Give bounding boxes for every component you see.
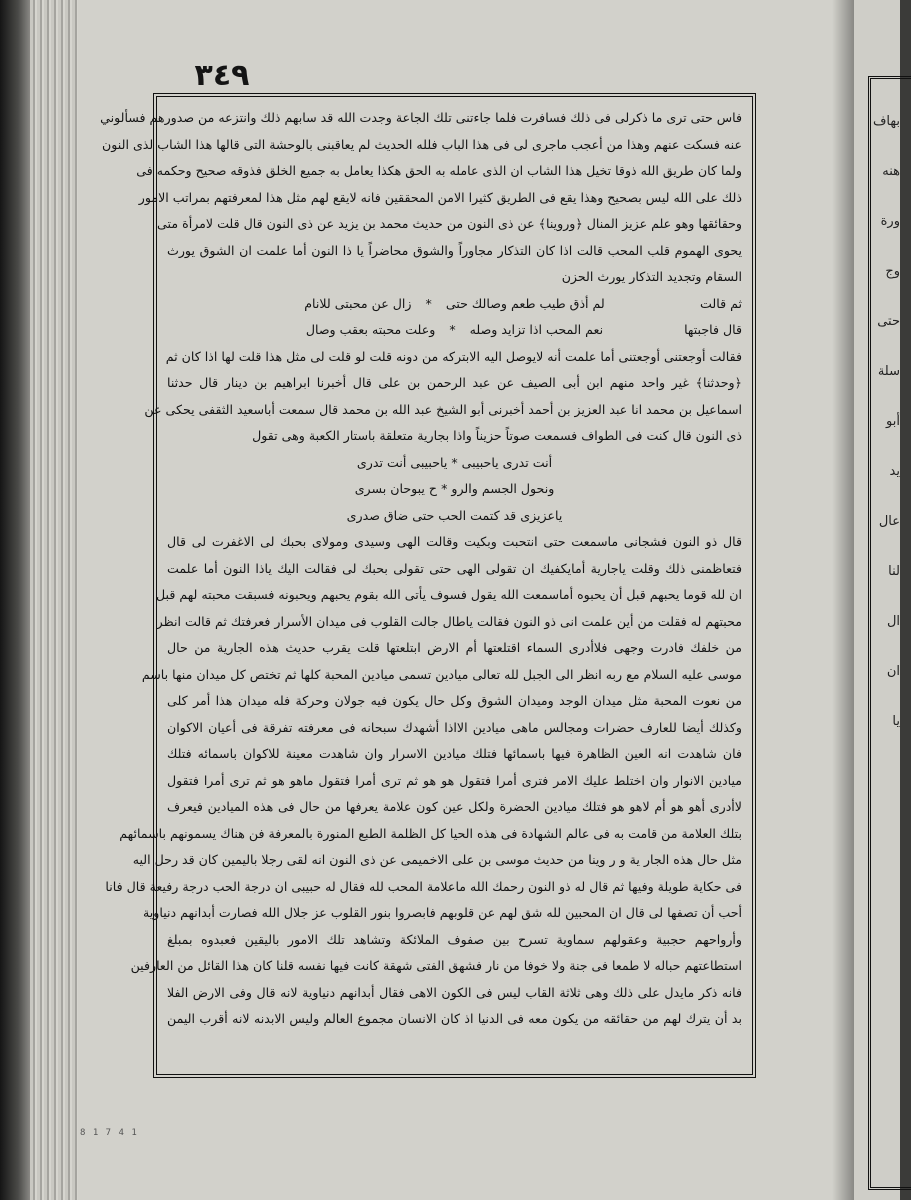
text-line: من نعوت المحبة مثل ميدان الوجد وميدان الشوق وكل حال يكون فيه جولان وحركة فله ميدان هذا أمر كلى (167, 693, 742, 708)
library-stamp: 8 1 7 4 1 (80, 1128, 138, 1138)
fragment: ورة (880, 214, 900, 229)
text-line: ﴿وحدثنا﴾ غير واحد منهم ابن أبى الصيف عن عبد الرحمن بن على قال أخبرنا ابراهيم بن دينار قال حدثنا (167, 375, 742, 390)
hemistich: لم أذق طيب طعم وصالك حتى (445, 295, 605, 311)
poem-line: ونحول الجسم والرو * ح يبوحان بسرى (354, 481, 555, 496)
book-spine (0, 0, 30, 1200)
text-line: استطاعتهم حباله لا طمعا فى جنة ولا خوفا من نار فشهق الفتى شهقة كانت فيها نفسه قلنا كان هذا القائل من العارفين (130, 958, 742, 973)
text-line: فاس حتى ترى ما ذكرلى فى ذلك فسافرت فلما جاءتنى تلك الجاعة وجدت الله قد سابهم ذلك وانتزعه من صدورهم فسألوني (100, 110, 742, 125)
text-line: وأرواحهم حجبية وعقولهم سماوية تسرح بين صفوف الملائكة وتشاهد تلك الامور باليقين فعبدوه بمبلغ (167, 931, 742, 947)
gutter-shadow (832, 0, 854, 1200)
verse-separator: * (449, 322, 456, 337)
verse-separator: * (425, 295, 432, 311)
fragment: حتى (877, 314, 900, 329)
page-edges (30, 0, 78, 1200)
text-line: بد أن يترك لهم من حقائقه من يكون معه فى الدنيا اذ كان الانسان مجموع العالم وليس الابدنه لانه أقرب اليمن (167, 1011, 742, 1026)
text-line: بتلك العلامة من قامت به فى عالم الشهادة فى هذه الحيا كل الظلمة الطبع المنورة بالمعرفة فن هناك يسمونهم باسمائهم (119, 825, 742, 841)
fragment: يا (892, 714, 900, 729)
text-line: محبتهم له فقلت من أين علمت انى ذو النون فقالت ياطال جالت القلوب فى ميدان الأسرار فعرفتك ثم قالت انظر (156, 613, 742, 629)
verse-label: قال فاجبتها (684, 322, 742, 337)
text-line: ميادين الانوار وان اختلط عليك الامر فترى أمرا فتقول هو هو ثم ترى أمرا فتقول ماهو هو ثم ترى أمرا فتقول (167, 772, 742, 788)
text-line: فتعاظمنى ذلك وقلت ياجارية أمايكفيك ان تقولى الهى حتى تقولى بحبك لى فقالت اليك ياذا النون أما علمت (167, 560, 742, 576)
fragment: هنه (882, 164, 900, 179)
fragment: لنا (888, 564, 900, 579)
page-number: ٣٤٩ (194, 58, 250, 93)
text-frame (100, 93, 756, 1078)
text-line: فى حكاية طويلة وفيها ثم قال له ذو النون رحمك الله ماعلامة المحب لله فقال له حبيبى ان درجة الحب درجة رفيعة قال فانا (105, 878, 742, 894)
text-line: وحقائقها وهو علم عزيز المنال ﴿وروينا﴾ عن ذى النون من حديث محمد بن يزيد عن ذى النون قال قلت لامرأة متى (157, 216, 742, 231)
text-line: فقالت أوجعتنى أوجعتنى أما علمت أنه لايوصل اليه الابتركه من دونه قلت لو قلت لى مثل هذا قلت لها اذا كان ثم (165, 348, 742, 364)
hemistich: وعلت محبته بعقب وصال (305, 322, 436, 337)
facing-page-text (872, 84, 900, 759)
text-line: مثل حال هذه الجار ية و ر وينا من حديث موسى بن على الاخميمى عن ذى النون انه لقى رجلا باليمين كان قد رحل اليه (132, 852, 742, 867)
fragment: بهاف (872, 114, 900, 129)
text-line: السقام وتجديد التذكار يورث الحزن (561, 269, 742, 284)
text-line: من خلفك فادرت وجهى فلاأدرى السماء اقتلعتها أم الارض ابتلعتها قلت يقرب حديث هذه الجارية من حال (167, 640, 742, 655)
text-line: أحب أن تصفها لى قال ان المحبين لله شق لهم عن قلوبهم فابصروا بنور القلوب عز جلال الله فصارت أبدانهم دنياوية (143, 905, 742, 920)
fragment: ال (886, 614, 900, 629)
text-line: عنه فسكت عنهم وهذا من أعجب ماجرى لى فى هذا الباب فلله الحديث لم يعاقبنى بالوحشة التى قالها هذا الشاب لذى النون (102, 136, 742, 152)
text-line: يحوى الهموم قلب المحب قالت اذا كان التذكار مجاوراً والشوق محاضراً يا ذا النون أما علمت ان الشوق يورث (167, 242, 742, 258)
body-text (100, 105, 742, 1033)
text-line: اسماعيل بن محمد انا عبد العزيز بن أحمد أخبرنى أبو الشيخ عبد الله بن محمد قال سمعت أباسعيد الثقفى يحكى عن (144, 401, 742, 417)
fragment: سلة (877, 364, 900, 379)
fragment: ان (886, 664, 900, 679)
text-line: فان شاهدت انه العين الظاهرة فيها باسمائها فتلك ميادين الاسرار وان شاهدت معينة للاكوان باسمائه فتلك (167, 746, 742, 761)
hemistich: نعم المحب اذا تزايد وصله (469, 322, 604, 337)
text-line: ذلك على الله ليس بصحيح وهذا يقع فى الطريق كثيرا الامن المحققين فانه لايقع لهم مثل هذا لمعرفتهم بمراتب الامور (138, 189, 742, 205)
verse-label: ثم قالت (700, 295, 742, 311)
facing-page-edge (854, 0, 900, 1200)
text-line: لاأدرى أهو هو أم لاهو هو فتلك ميادين الحضرة ولكل عين كون علامة يعرفها من حال فى هذه الميادين فيعرف (167, 799, 742, 814)
verse-line (167, 291, 742, 318)
text-line: ذى النون قال كنت فى الطواف فسمعت صوتاً حزيناً واذا بجارية متعلقة باستار الكعبة وهى تقول (252, 428, 742, 443)
poem-line: ياعزيزى قد كتمت الحب حتى ضاق صدرى (346, 507, 563, 523)
text-line: ان لله قوما يحبهم قبل أن يحبوه أماسمعت الله يقول فسوف يأتى الله بقوم يحبهم ويحبونه فسبقت محبته لهم قبل (156, 587, 742, 602)
fragment: يد (889, 464, 900, 479)
poem-line: أنت تدرى ياحبيبى * ياحبيبى أنت تدرى (356, 454, 553, 470)
fragment: وج (885, 264, 900, 279)
fragment: عال (878, 514, 900, 529)
text-line: ولما كان طريق الله ذوقا تخيل هذا الشاب ان الذى عامله به الحق هكذا يعامل به جميع الخلق فذوقه صحيح وحكمه فى (136, 163, 742, 178)
text-line: وكذلك أيضا للعارف حضرات ومجالس ماهى ميادين الااذا أشهدك سبحانه فى معرفته تفرقة فى أعيان الاكوان (167, 719, 742, 735)
verse-line (167, 317, 742, 344)
fragment: أبو (886, 414, 900, 429)
text-line: فانه ذكر مايدل على ذلك وهى ثلاثة القاب ليس فى الكون الاهى فقال أبدانهم دنياوية لانه قال وفى الارض الفلا (167, 984, 742, 1000)
text-line: قال ذو النون فشجانى ماسمعت حتى انتحبت وبكيت وقالت الهى وسيدى ومولاى بحبك لى الاغفرت لى قال (167, 534, 742, 549)
hemistich: زال عن محبتى للانام (304, 295, 412, 311)
text-line: موسى عليه السلام مع ربه انظر الى الجبل لله تعالى ميادين تسمى ميادين المحبة كلها ثم تختص كل ميدان منها باسم (141, 666, 742, 682)
